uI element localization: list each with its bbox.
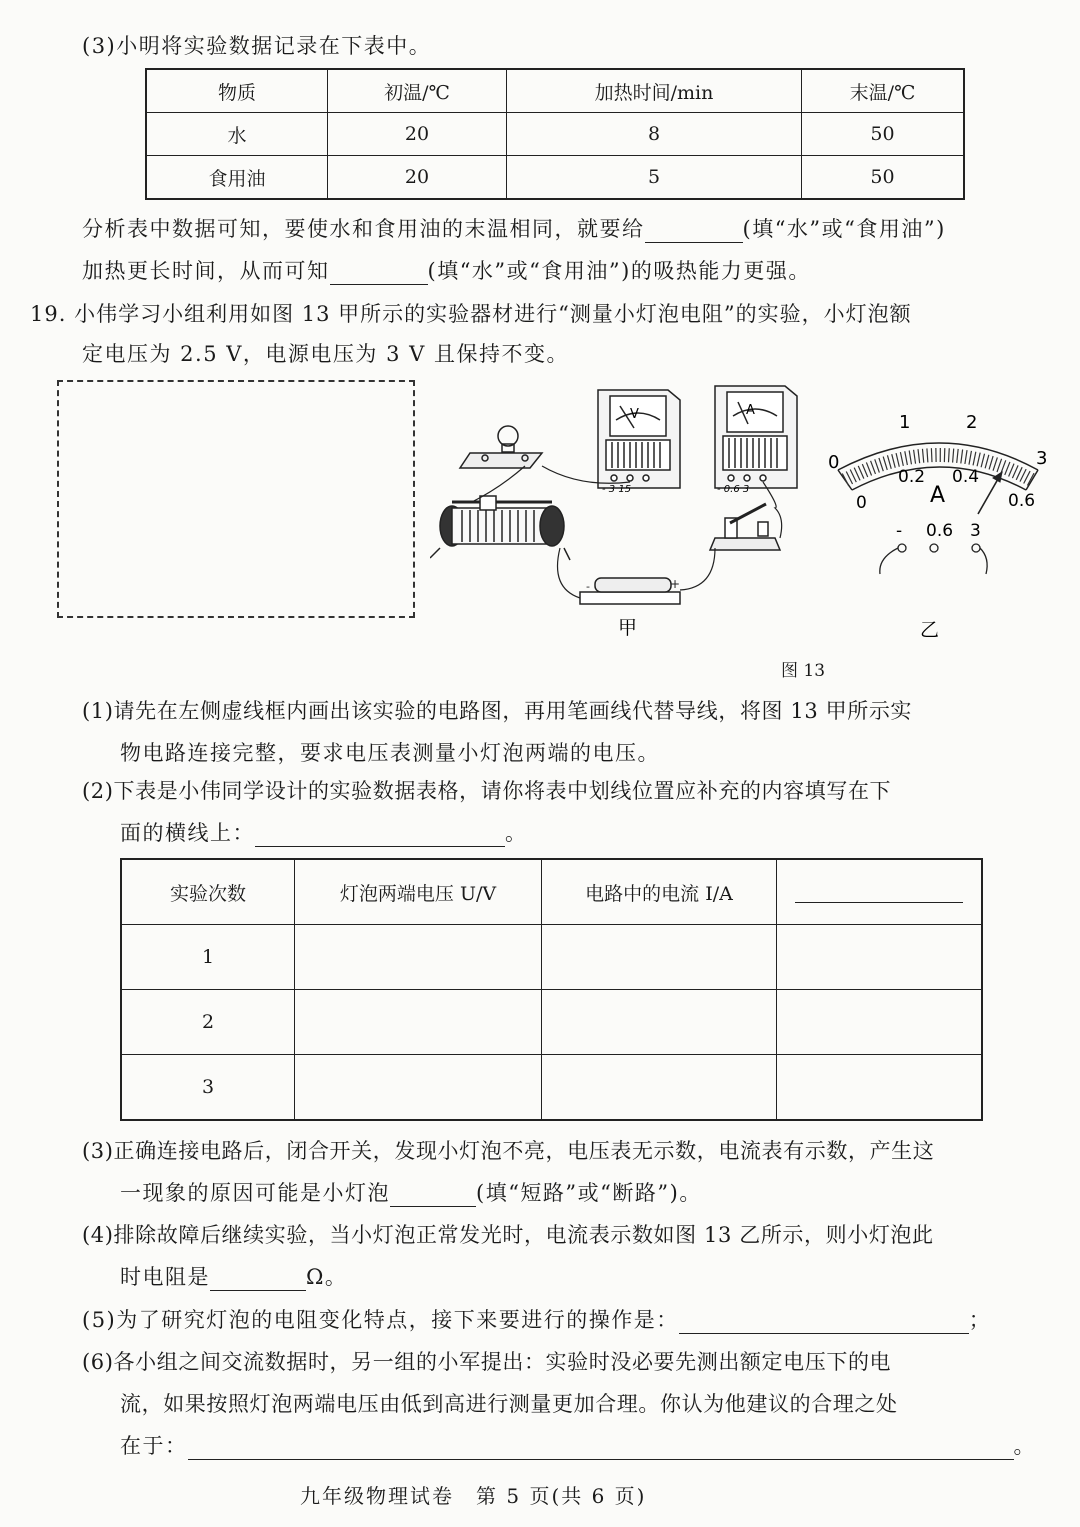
text-segment: (填“水”或“食用油”): [742, 217, 946, 241]
q19-data-table: [120, 858, 983, 1121]
table-header-cell: 电路中的电流 I/A: [542, 859, 777, 925]
q18-analysis-line2: [82, 255, 811, 285]
figure-label-jia: 甲: [618, 617, 638, 639]
table-cell: 20: [328, 156, 507, 200]
answer-blank[interactable]: [330, 261, 428, 285]
table-cell: [295, 990, 542, 1055]
table-header-cell: 物质: [146, 69, 328, 113]
dial-inner-tick: 0: [856, 493, 867, 513]
table-header-cell: 初温/℃: [328, 69, 507, 113]
page-footer: 九年级物理试卷 第 5 页(共 6 页): [300, 1484, 647, 1508]
table-cell: 5: [507, 156, 802, 200]
dial-terminals-icon: [880, 544, 987, 574]
figure-13-apparatus: [430, 378, 1060, 648]
table-cell: 2: [121, 990, 295, 1055]
figure-label-yi: 乙: [920, 619, 940, 641]
dial-inner-tick: 0.6: [1008, 491, 1036, 511]
text-segment: 时电阻是: [120, 1265, 210, 1289]
ammeter-icon: [715, 386, 797, 488]
answer-blank[interactable]: [645, 219, 743, 243]
table-cell: 水: [146, 113, 328, 156]
q18-part3-intro: (3)小明将实验数据记录在下表中。: [82, 34, 432, 58]
table-header-row: [146, 69, 964, 113]
text-segment: Ω。: [306, 1265, 348, 1289]
bulb-icon: [460, 426, 542, 468]
table-cell: 20: [328, 113, 507, 156]
answer-blank[interactable]: [679, 1310, 969, 1334]
battery-icon: [580, 577, 680, 604]
table-cell: [542, 990, 777, 1055]
dial-terminal-label: 0.6: [926, 521, 954, 541]
text-segment: (5)为了研究灯泡的电阻变化特点，接下来要进行的操作是：: [82, 1308, 679, 1332]
table-cell: 食用油: [146, 156, 328, 200]
table-row: [146, 113, 964, 156]
voltmeter-symbol: V: [630, 407, 639, 422]
svg-text:-: -: [586, 580, 590, 593]
switch-icon: [710, 504, 780, 550]
q19-p2-line2: [120, 817, 528, 847]
text-segment: (填“水”或“食用油”)的吸热能力更强。: [427, 259, 811, 283]
dial-terminal-label: 3: [970, 521, 981, 541]
q19-p6-line2: 流，如果按照灯泡两端电压由低到高进行测量更加合理。你认为他建议的合理之处: [120, 1392, 898, 1416]
table-cell: 50: [802, 156, 965, 200]
q19-p4-line1: (4)排除故障后继续实验，当小灯泡正常发光时，电流表示数如图 13 乙所示，则小灯泡此: [82, 1223, 934, 1247]
text-segment: 分析表中数据可知，要使水和食用油的末温相同，就要给: [82, 217, 645, 241]
q18-data-table: [145, 68, 965, 200]
dial-outer-tick: 1: [899, 412, 911, 433]
table-header-cell: 实验次数: [121, 859, 295, 925]
q19-p1-line1: (1)请先在左侧虚线框内画出该实验的电路图，再用笔画线代替导线，将图 13 甲所示实: [82, 699, 913, 723]
q19-p1-line2: 物电路连接完整，要求电压表测量小灯泡两端的电压。: [120, 741, 660, 765]
dial-outer-tick: 0: [828, 452, 840, 473]
table-cell: [777, 990, 983, 1055]
dial-inner-tick: 0.4: [952, 467, 980, 487]
voltmeter-icon: [598, 390, 680, 488]
text-segment: 。: [1013, 1434, 1036, 1458]
table-cell: 3: [121, 1055, 295, 1121]
dial-terminal-label: -: [896, 521, 903, 541]
table-cell: 8: [507, 113, 802, 156]
table-header-row: [121, 859, 982, 925]
text-segment: ；: [968, 1308, 992, 1332]
q19-stem-line1: 19. 小伟学习小组利用如图 13 甲所示的实验器材进行“测量小灯泡电阻”的实验，小灯泡额: [30, 302, 912, 326]
q19-p2-line1: (2)下表是小伟同学设计的实验数据表格，请你将表中划线位置应补充的内容填写在下: [82, 779, 892, 803]
dial-outer-tick: 2: [966, 412, 978, 433]
svg-text:+: +: [670, 577, 681, 591]
table-cell: [542, 925, 777, 990]
table-row: [121, 925, 982, 990]
voltmeter-terminal-labels: - 3 15: [602, 484, 632, 495]
text-segment: 在于：: [120, 1434, 188, 1458]
table-cell: 50: [802, 113, 965, 156]
text-segment: 加热更长时间，从而可知: [82, 259, 330, 283]
answer-blank[interactable]: [255, 823, 505, 847]
table-row: [121, 1055, 982, 1121]
q19-p4-line2: [120, 1261, 347, 1291]
text-segment: 。: [505, 821, 528, 845]
table-row: [121, 990, 982, 1055]
dial-outer-tick: 3: [1036, 448, 1048, 469]
q19-p6-line1: (6)各小组之间交流数据时，另一组的小军提出：实验时没必要先测出额定电压下的电: [82, 1350, 892, 1374]
rheostat-icon: [430, 496, 570, 560]
table-header-cell: 末温/℃: [802, 69, 965, 113]
table-header-cell: [777, 859, 983, 925]
q19-p3-line2: [120, 1177, 702, 1207]
answer-blank[interactable]: [390, 1183, 476, 1207]
dial-unit-label: A: [930, 483, 946, 508]
table-header-cell: 灯泡两端电压 U/V: [295, 859, 542, 925]
circuit-diagram-drawing-box[interactable]: [57, 380, 415, 618]
text-segment: (填“短路”或“断路”)。: [476, 1181, 702, 1205]
table-row: [146, 156, 964, 200]
answer-blank[interactable]: [188, 1436, 1014, 1460]
q19-p3-line1: (3)正确连接电路后，闭合开关，发现小灯泡不亮，电压表无示数，电流表有示数，产生这: [82, 1139, 935, 1163]
table-cell: [777, 1055, 983, 1121]
ammeter-terminal-labels: - 0.6 3: [717, 484, 750, 495]
table-cell: [542, 1055, 777, 1121]
q18-analysis-line1: [82, 213, 946, 243]
q19-p6-line3: [120, 1430, 1036, 1460]
q19-stem-line2: 定电压为 2.5 V，电源电压为 3 V 且保持不变。: [82, 342, 569, 366]
dial-inner-tick: 0.2: [898, 467, 926, 487]
q19-p5: [82, 1304, 991, 1334]
table-header-cell: 加热时间/min: [507, 69, 802, 113]
text-segment: 一现象的原因可能是小灯泡: [120, 1181, 390, 1205]
table-cell: 1: [121, 925, 295, 990]
table-cell: [777, 925, 983, 990]
answer-blank[interactable]: [210, 1267, 306, 1291]
text-segment: 面的横线上：: [120, 821, 255, 845]
table-cell: [295, 1055, 542, 1121]
figure-caption: 图 13: [781, 661, 826, 681]
table-cell: [295, 925, 542, 990]
answer-blank[interactable]: [795, 888, 963, 903]
ammeter-symbol: A: [746, 403, 755, 418]
